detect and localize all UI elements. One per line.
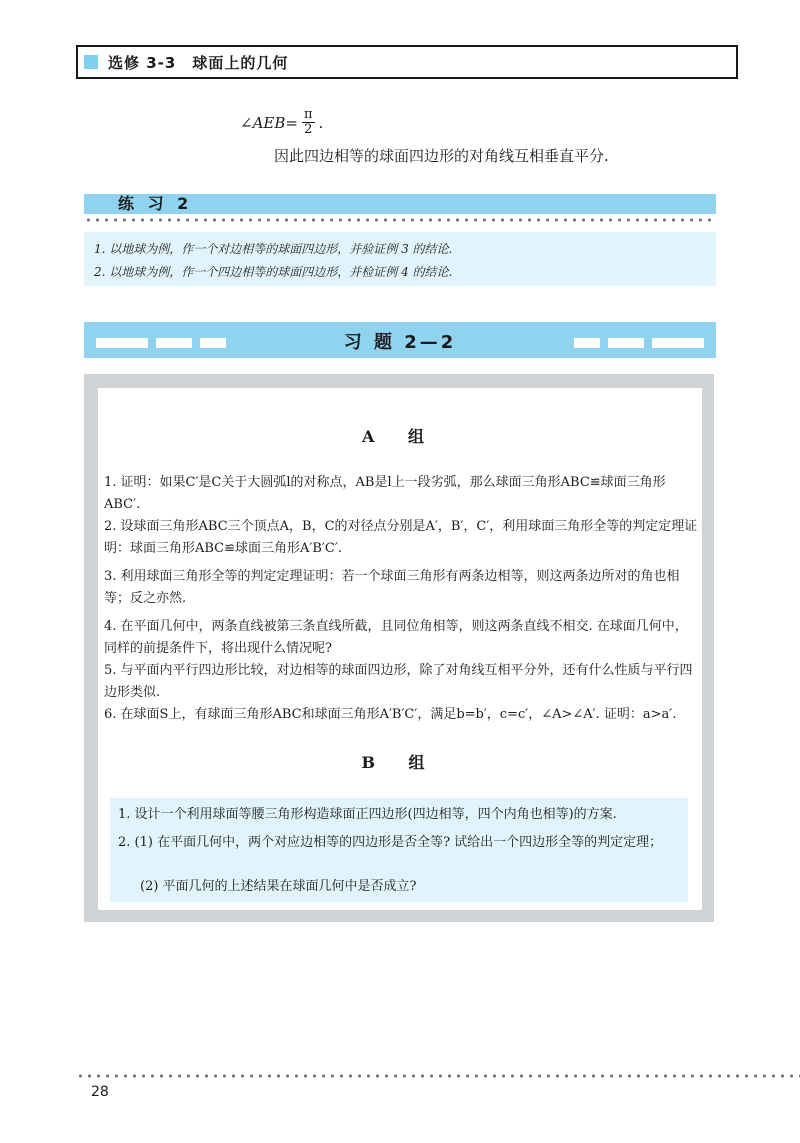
problem-item: 5. 与平面内平行四边形比较，对边相等的球面四边形，除了对角线互相平分外，还有什么性质与平行四边形类似. (104, 663, 693, 700)
problem-item: 4. 在平面几何中，两条直线被第三条直线所截，且同位角相等，则这两条直线不相交. 在球面几何中，同样的前提条件下，将出现什么情况呢? (104, 619, 688, 656)
problem-item: 6. 在球面S上，有球面三角形ABC和球面三角形A′B′C′，满足b=b′，c=c′，∠A>∠A′. 证明：a>a′. (104, 707, 677, 722)
page-number: 28 (91, 1084, 109, 1100)
problem-item: 1. 设计一个利用球面等腰三角形构造球面正四边形(四边相等，四个内角也相等)的方案. (118, 807, 617, 822)
problem-item: 2. (1) 在平面几何中，两个对应边相等的四边形是否全等? 试给出一个四边形全等的判定定理； (118, 835, 663, 850)
fraction-denominator: 2 (304, 122, 313, 137)
problems-card (98, 388, 702, 910)
problems-title: 习 题 2—2 (343, 332, 457, 353)
header-square-icon (84, 55, 98, 69)
group-b-title: B 组 (361, 753, 439, 772)
problem-item: 2. 设球面三角形ABC三个顶点A，B，C的对径点分别是A′，B′，C′，利用球面三角形全等的判定定理证明：球面三角形ABC≌球面三角形A′B′C′. (104, 519, 698, 556)
group-b-box (110, 798, 688, 902)
exercise-dots-divider (84, 218, 716, 222)
problem-item: 3. 利用球面三角形全等的判定定理证明：若一个球面三角形有两条边相等，则这两条边所对的角也相等；反之亦然. (104, 569, 680, 606)
running-header (76, 45, 738, 79)
formula-end: . (318, 113, 324, 132)
exercise-box (84, 232, 716, 286)
header-title: 选修 3-3 球面上的几何 (108, 54, 289, 72)
proof-formula (240, 108, 323, 137)
group-a-title: A 组 (362, 427, 438, 446)
exercise-item: 2. 以地球为例，作一个四边相等的球面四边形，并检证例 4 的结论. (94, 265, 453, 279)
exercise-item: 1. 以地球为例，作一个对边相等的球面四边形，并验证例 3 的结论. (94, 242, 453, 256)
exercise-title: 练 习 2 (118, 194, 193, 213)
problem-item: (2) 平面几何的上述结果在球面几何中是否成立? (140, 879, 417, 894)
footer-dots-divider (76, 1074, 800, 1078)
exercise-header (84, 194, 716, 214)
fraction-numerator: π (303, 107, 313, 122)
formula-left: ∠AEB= (240, 113, 298, 132)
problem-item: 1. 证明：如果C′是C关于大圆弧l的对称点，AB是l上一段劣弧，那么球面三角形ABC≌球面三角形ABC′. (104, 475, 666, 512)
proof-conclusion: 因此四边相等的球面四边形的对角线互相垂直平分. (274, 147, 609, 165)
fraction (302, 108, 315, 137)
problems-header (84, 322, 716, 358)
